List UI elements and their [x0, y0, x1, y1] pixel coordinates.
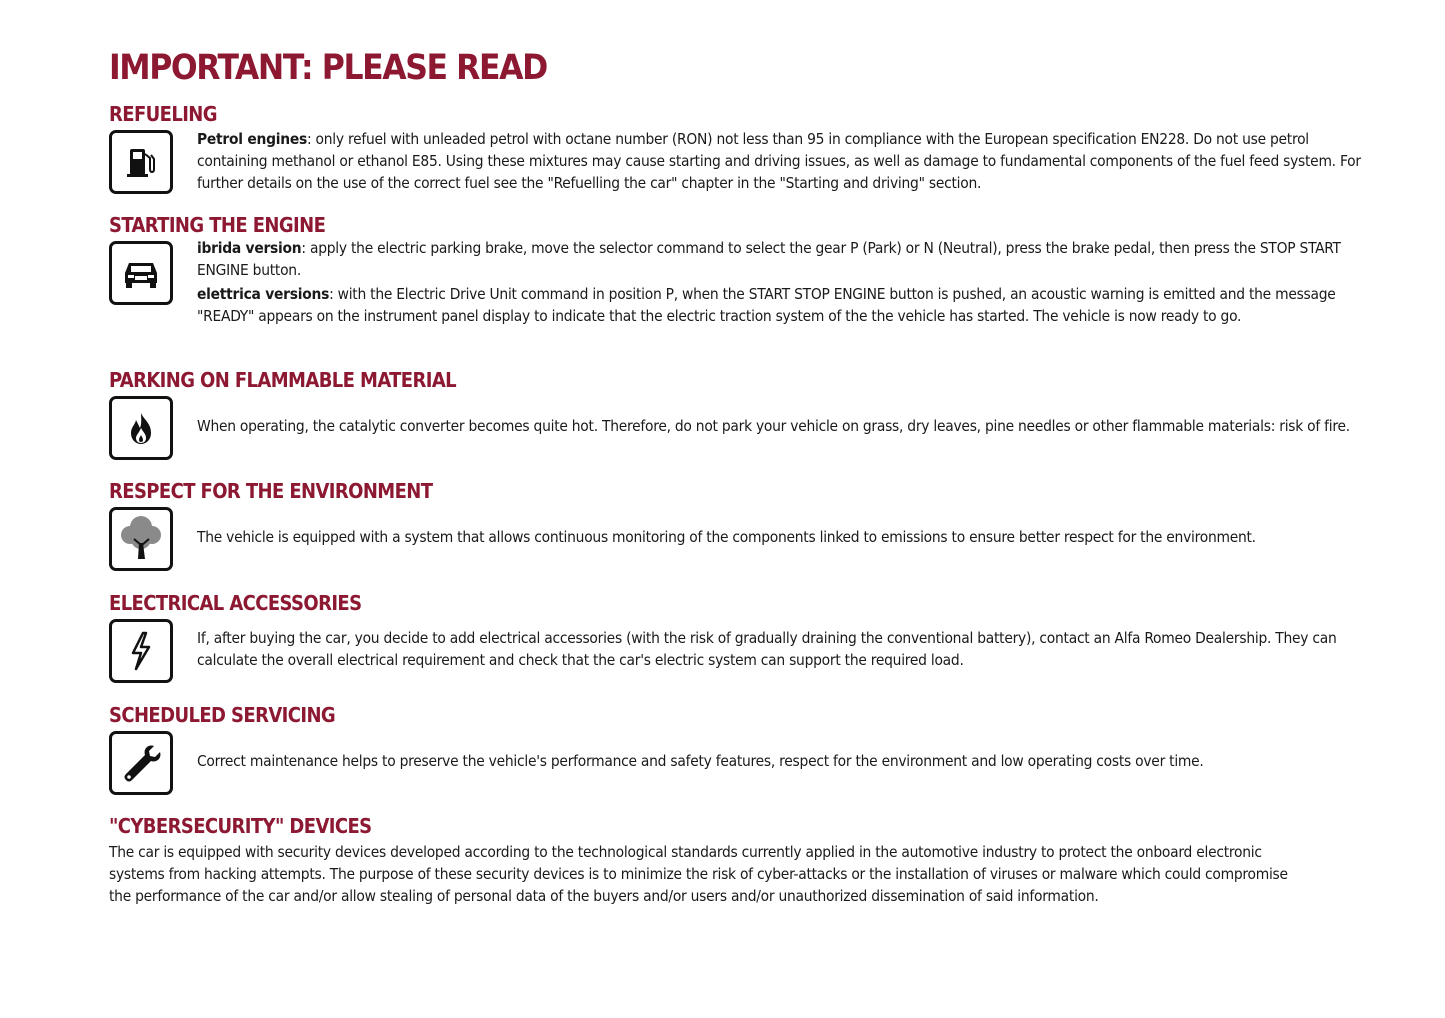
paragraph-text: : with the Electric Drive Unit command in position P, when the START STOP ENGINE button is pushed, an acoustic warning is emitted and the message "READY" appears on the instrument panel display to indicate that the electric traction system of the the vehicle has started. The vehicle is now ready to go.	[197, 285, 1336, 325]
section-environment	[109, 479, 1379, 571]
section-heading: PARKING ON FLAMMABLE MATERIAL	[109, 368, 457, 392]
flame-icon	[109, 396, 173, 460]
paragraph-text: : apply the electric parking brake, move the selector command to select the gear P (Park) or N (Neutral), press the brake pedal, then press the STOP START ENGINE button.	[197, 239, 1341, 279]
paragraph-text: The car is equipped with security devices developed according to the technological standards currently applied in the automotive industry to protect the onboard electronic systems from hacking attempts. The purpose of these security devices is to minimize the risk of cyber-attacks or the installation of viruses or malware which could compromise the performance of the car and/or allow stealing of personal data of the buyers and/or users and/or unauthorized dissemination of said information.	[109, 843, 1288, 905]
paragraph	[197, 526, 1379, 548]
paragraph-bold: elettrica versions	[197, 285, 330, 303]
paragraph	[197, 415, 1379, 437]
paragraph	[197, 237, 1379, 281]
fuel-pump-icon	[109, 130, 173, 194]
paragraph-text: Correct maintenance helps to preserve the vehicle's performance and safety features, respect for the environment and low operating costs over time.	[197, 752, 1204, 770]
lightning-icon	[109, 619, 173, 683]
section-starting-engine	[109, 213, 1379, 327]
section-parking-flammable	[109, 368, 1379, 460]
section-heading: ELECTRICAL ACCESSORIES	[109, 591, 362, 615]
page-title: IMPORTANT: PLEASE READ	[109, 48, 547, 88]
section-refueling	[109, 102, 1379, 196]
paragraph	[197, 283, 1379, 327]
paragraph-text: If, after buying the car, you decide to add electrical accessories (with the risk of gradually draining the conventional battery), contact an Alfa Romeo Dealership. They can calculate the overall electrical requirement and check that the car's electric system can support the required load.	[197, 629, 1337, 669]
section-heading: "CYBERSECURITY" DEVICES	[109, 814, 372, 838]
paragraph-text: : only refuel with unleaded petrol with octane number (RON) not less than 95 in compliance with the European specification EN228. Do not use petrol containing methanol or ethanol E85. Using these mixtures may cause starting and driving issues, as well as damage to fundamental components of the fuel feed system. For further details on the use of the correct fuel see the "Refuelling the car" chapter in the "Starting and driving" section.	[197, 130, 1361, 192]
section-electrical	[109, 591, 1379, 683]
paragraph	[197, 128, 1379, 194]
section-heading: RESPECT FOR THE ENVIRONMENT	[109, 479, 433, 503]
section-heading: SCHEDULED SERVICING	[109, 703, 336, 727]
paragraph	[197, 750, 1379, 772]
section-cybersecurity	[109, 814, 1379, 907]
paragraph-bold: ibrida version	[197, 239, 302, 257]
section-heading: STARTING THE ENGINE	[109, 213, 326, 237]
section-servicing	[109, 703, 1379, 795]
paragraph	[197, 627, 1379, 671]
paragraph-text: The vehicle is equipped with a system that allows continuous monitoring of the components linked to emissions to ensure better respect for the environment.	[197, 528, 1256, 546]
tree-icon	[109, 507, 173, 571]
wrench-icon	[109, 731, 173, 795]
paragraph-bold: Petrol engines	[197, 130, 307, 148]
section-heading: REFUELING	[109, 102, 217, 126]
car-front-icon	[109, 241, 173, 305]
paragraph-text: When operating, the catalytic converter becomes quite hot. Therefore, do not park your vehicle on grass, dry leaves, pine needles or other flammable materials: risk of fire.	[197, 417, 1350, 435]
